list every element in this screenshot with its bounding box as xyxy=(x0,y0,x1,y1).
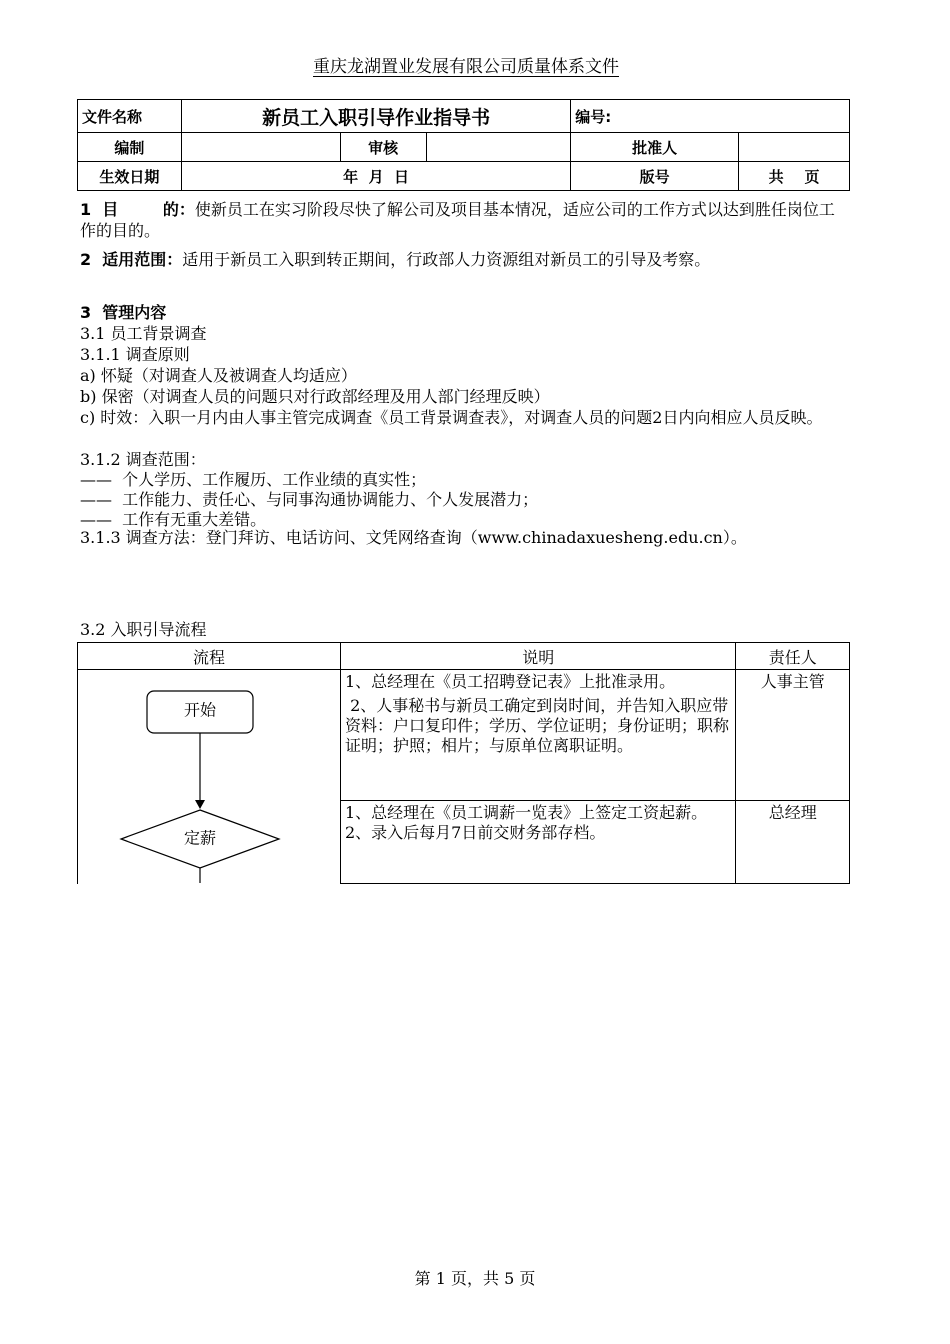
flow-header-owner: 责任人 xyxy=(736,643,850,670)
company-header xyxy=(0,52,950,77)
scope-text: 适用于新员工入职到转正期间，行政部人力资源组对新员工的引导及考察。 xyxy=(182,250,711,269)
salary-node-label: 定薪 xyxy=(183,828,217,848)
flowchart-cell xyxy=(78,670,341,884)
flow-header-process: 流程 xyxy=(78,643,341,670)
company-header-text: 重庆龙湖置业发展有限公司质量体系文件 xyxy=(313,57,619,77)
pages-value: 共 页 xyxy=(739,162,850,191)
purpose-paragraph xyxy=(80,200,850,241)
approver-value xyxy=(739,133,850,162)
arrow-down-icon xyxy=(195,800,205,809)
flowchart xyxy=(78,670,340,883)
flow-row-2-step-1: 1、总经理在《员工调薪一览表》上签定工资起薪。 xyxy=(345,803,708,822)
scope-paragraph xyxy=(80,250,850,271)
compile-label: 编制 xyxy=(78,133,182,162)
scope-item-1: —— 个人学历、工作履历、工作业绩的真实性； xyxy=(80,470,427,489)
flow-header-description: 说明 xyxy=(341,643,736,670)
document-title: 新员工入职引导作业指导书 xyxy=(181,100,570,133)
page-footer: 第 1 页，共 5 页 xyxy=(414,1269,536,1288)
effective-date-label: 生效日期 xyxy=(78,162,182,191)
number-label: 编号: xyxy=(571,100,850,133)
section-3-1-2: 3.1.2 调查范围： xyxy=(80,450,206,469)
purpose-text: 使新员工在实习阶段尽快了解公司及项目基本情况，适应公司的工作方式以达到胜任岗位工作的目的。 xyxy=(80,200,835,240)
effective-date-value: 年 月 日 xyxy=(181,162,570,191)
start-node-label: 开始 xyxy=(183,700,217,720)
flow-row-2-owner: 总经理 xyxy=(736,801,850,884)
management-heading-text: 3 管理内容 xyxy=(80,303,167,322)
section-3-1-3: 3.1.3 调查方法：登门拜访、电话访问、文凭网络查询（www.chinadaxuesheng.edu.cn）。 xyxy=(80,528,747,547)
item-b: b) 保密（对调查人员的问题只对行政部经理及用人部门经理反映） xyxy=(80,387,550,406)
flow-row-1-step-2: 2、人事秘书与新员工确定到岗时间，并告知入职应带资料：户口复印件；学历、学位证明；身份证明；职称证明；护照；相片；与原单位离职证明。 xyxy=(345,696,730,755)
flow-row-2-description xyxy=(341,801,736,884)
scope-item-3: —— 工作有无重大差错。 xyxy=(80,510,267,529)
flow-row-1-owner: 人事主管 xyxy=(736,670,850,801)
section-3-2: 3.2 入职引导流程 xyxy=(80,620,207,639)
scope-item-2: —— 工作能力、责任心、与同事沟通协调能力、个人发展潜力； xyxy=(80,490,539,509)
flow-row-1-description xyxy=(341,670,736,801)
review-value xyxy=(426,133,571,162)
flow-row-2-step-2: 2、录入后每月7日前交财务部存档。 xyxy=(345,823,606,842)
section-3-1-1: 3.1.1 调查原则 xyxy=(80,345,190,364)
onboarding-flow-table xyxy=(77,642,850,884)
scope-label: 2 适用范围： xyxy=(80,250,183,269)
version-label: 版号 xyxy=(571,162,739,191)
item-c: c) 时效：入职一月内由人事主管完成调查《员工背景调查表》，对调查人员的问题2日内向相应人员反映。 xyxy=(80,408,823,427)
file-name-label: 文件名称 xyxy=(78,100,182,133)
compile-value xyxy=(181,133,340,162)
document-meta-table xyxy=(77,99,850,191)
purpose-label: 1 目 的： xyxy=(80,200,195,219)
management-heading xyxy=(80,303,850,324)
section-3-1: 3.1 员工背景调查 xyxy=(80,324,207,343)
approver-label: 批准人 xyxy=(571,133,739,162)
item-a: a) 怀疑（对调查人及被调查人均适应） xyxy=(80,366,357,385)
review-label: 审核 xyxy=(340,133,426,162)
flow-row-1-step-1: 1、总经理在《员工招聘登记表》上批准录用。 xyxy=(345,672,676,691)
